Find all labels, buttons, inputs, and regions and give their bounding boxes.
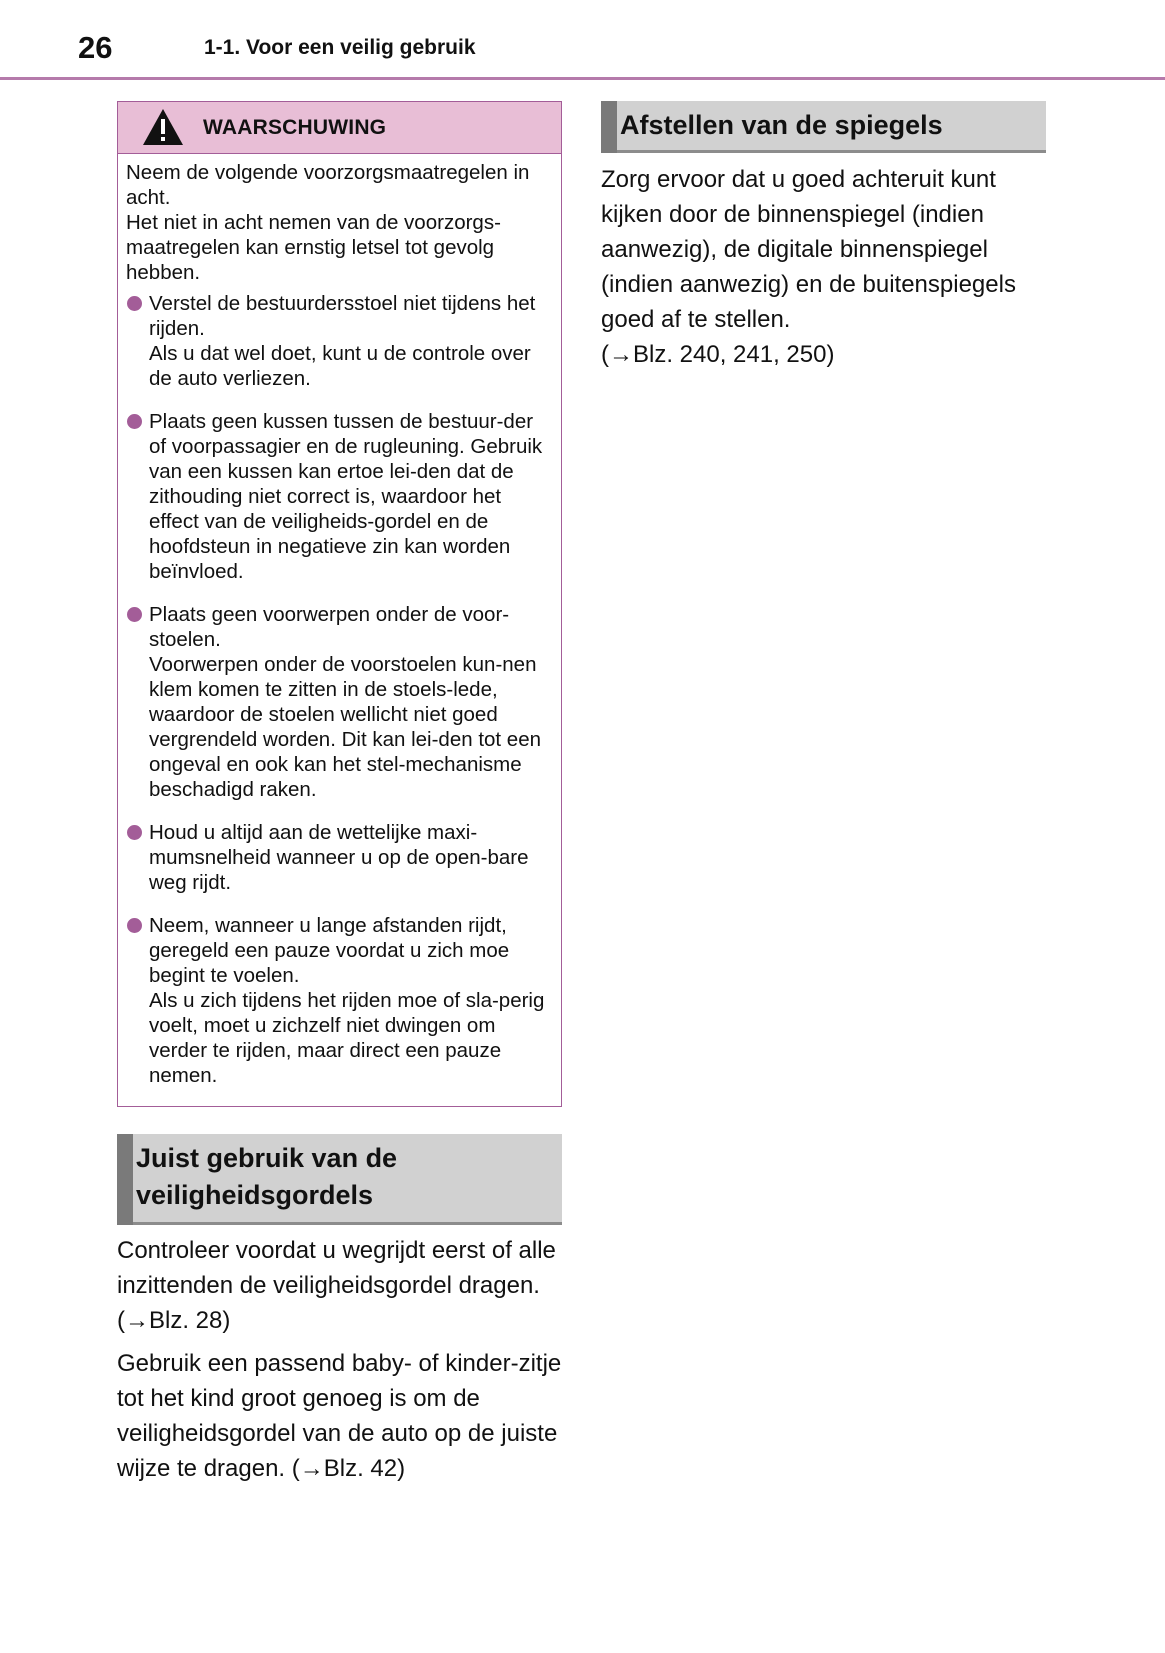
warning-item-text: Als u dat wel doet, kunt u de controle over de auto verliezen. [149,342,531,390]
bullet-dot-icon [127,296,142,311]
warning-item [126,602,549,802]
bullet-dot-icon [127,918,142,933]
bullet-dot-icon [127,607,142,622]
header-divider [0,77,1165,80]
warning-item-text: Neem, wanneer u lange afstanden rijdt, geregeld een pauze voordat u zich moe begint te voelen. [149,914,510,987]
section-title: Juist gebruik van de veiligheidsgordels [136,1143,398,1210]
warning-item-text: Plaats geen kussen tussen de bestuur-der of voorpassagier en de rugleuning. Gebruik van een kussen kan ertoe lei-den dat de zithouding niet correct is, waardoor het effect van de veiligheids-gordel en de hoofdsteun in negatieve zin kan worden beïnvloed. [149,410,543,583]
chapter-title: 1-1. Voor een veilig gebruik [204,36,476,59]
mirrors-body [601,162,1051,372]
warning-item-text: Plaats geen voorwerpen onder de voor-stoelen. [149,603,510,651]
body-paragraph: Controleer voordat u wegrijdt eerst of alle inzittenden de veiligheidsgordel dragen. (→Blz. 28) [117,1237,556,1334]
body-paragraph: Zorg ervoor dat u goed achteruit kunt kijken door de binnenspiegel (indien aanwezig), de digitale binnenspiegel (indien aanwezig) en de buitenspiegels goed af te stellen. [601,166,1016,333]
section-heading-seatbelts [117,1134,562,1225]
warning-item [126,820,549,895]
heading-marker [601,101,617,153]
seatbelts-body [117,1233,567,1486]
warning-title: WAARSCHUWING [203,116,387,139]
warning-item-text: Als u zich tijdens het rijden moe of sla-perig voelt, moet u zichzelf niet dwingen om verder te rijden, maar direct een pauze nemen. [149,989,545,1087]
page-number: 26 [78,30,113,65]
warning-item [126,291,549,391]
bullet-dot-icon [127,825,142,840]
warning-box [117,101,562,1107]
warning-item [126,913,549,1088]
warning-intro [126,160,549,285]
heading-marker [117,1134,133,1225]
section-heading-mirrors [601,101,1046,153]
section-title: Afstellen van de spiegels [620,110,943,140]
warning-body [118,154,561,1088]
warning-intro-line: Het niet in acht nemen van de voorzorgs-maatregelen kan ernstig letsel tot gevolg hebben. [126,211,501,284]
warning-intro-line: Neem de volgende voorzorgsmaatregelen in acht. [126,161,530,209]
warning-item [126,409,549,584]
warning-item-text: Houd u altijd aan de wettelijke maxi-mumsnelheid wanneer u op de open-bare weg rijdt. [149,821,529,894]
warning-header [118,102,561,154]
page-reference: (→Blz. 240, 241, 250) [601,341,835,368]
warning-triangle-icon [142,108,184,146]
warning-item-text: Voorwerpen onder de voorstoelen kun-nen klem komen te zitten in de stoels-lede, waardoor de stoelen wellicht niet goed vergrendeld worden. Dit kan lei-den tot een ongeval en ook kan het stel-mechanisme beschadigd raken. [149,653,542,801]
bullet-dot-icon [127,414,142,429]
body-paragraph: Gebruik een passend baby- of kinder-zitje tot het kind groot genoeg is om de veiligheidsgordel van de auto op de juiste wijze te dragen. (→Blz. 42) [117,1350,562,1482]
warning-item-text: Verstel de bestuurdersstoel niet tijdens het rijden. [149,292,536,340]
